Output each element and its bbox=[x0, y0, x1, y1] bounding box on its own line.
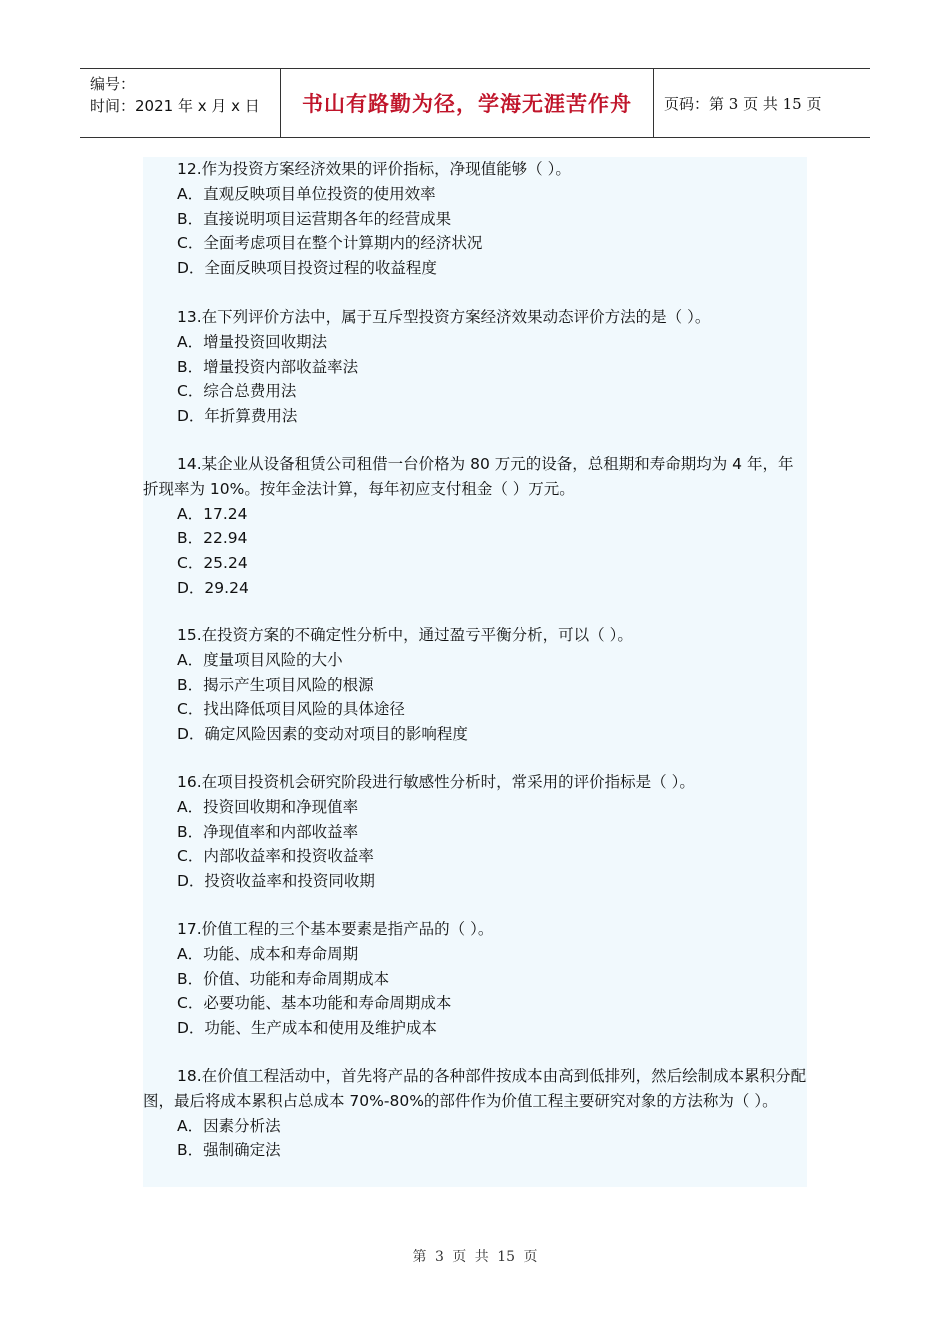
header-info-cell bbox=[80, 69, 281, 137]
answer-option-c: C．综合总费用法 bbox=[177, 382, 297, 401]
answer-option-a: A．功能、成本和寿命周期 bbox=[177, 944, 359, 963]
answer-option-b: B．揭示产生项目风险的根源 bbox=[177, 675, 374, 694]
question-15 bbox=[143, 623, 807, 747]
answer-option-d: D．29.24 bbox=[177, 578, 249, 597]
answer-option-a: A．度量项目风险的大小 bbox=[177, 650, 343, 669]
motto-text: 书山有路勤为径，学海无涯苦作舟 bbox=[302, 91, 632, 116]
question-13 bbox=[143, 305, 807, 429]
answer-option-a: A．增量投资回收期法 bbox=[177, 332, 328, 351]
answer-option-b: B．22.94 bbox=[177, 529, 248, 548]
answer-option-c: C．全面考虑项目在整个计算期内的经济状况 bbox=[177, 234, 483, 253]
document-date-label: 时间：2021 年 x 月 x 日 bbox=[90, 97, 260, 115]
answer-option-c: C．找出降低项目风险的具体途径 bbox=[177, 700, 405, 719]
answer-option-d: D．投资收益率和投资同收期 bbox=[177, 872, 375, 891]
answer-option-b: B．增量投资内部收益率法 bbox=[177, 357, 359, 376]
answer-option-a: A．因素分析法 bbox=[177, 1116, 281, 1135]
answer-option-b: B．价值、功能和寿命周期成本 bbox=[177, 969, 390, 988]
question-12 bbox=[143, 157, 807, 281]
answer-option-a: A．17.24 bbox=[177, 504, 248, 523]
answer-option-d: D．年折算费用法 bbox=[177, 407, 298, 426]
question-stem: 16.在项目投资机会研究阶段进行敏感性分析时，常采用的评价指标是（ ）。 bbox=[177, 773, 695, 791]
question-14 bbox=[143, 452, 807, 601]
question-stem: 17.价值工程的三个基本要素是指产品的（ ）。 bbox=[177, 920, 494, 938]
question-stem: 12.作为投资方案经济效果的评价指标，净现值能够（ ）。 bbox=[177, 160, 571, 178]
header-page-cell bbox=[654, 69, 870, 137]
document-number-label: 编号： bbox=[90, 75, 136, 93]
page-header bbox=[80, 68, 870, 138]
answer-option-d: D．确定风险因素的变动对项目的影响程度 bbox=[177, 725, 468, 744]
answer-option-b: B．强制确定法 bbox=[177, 1141, 281, 1160]
question-stem: 13.在下列评价方法中，属于互斥型投资方案经济效果动态评价方法的是（ ）。 bbox=[177, 308, 711, 326]
answer-option-a: A．直观反映项目单位投资的使用效率 bbox=[177, 184, 436, 203]
answer-option-c: C．必要功能、基本功能和寿命周期成本 bbox=[177, 994, 452, 1013]
answer-option-c: C．25.24 bbox=[177, 554, 248, 573]
answer-option-b: B．净现值率和内部收益率 bbox=[177, 822, 359, 841]
answer-option-d: D．全面反映项目投资过程的收益程度 bbox=[177, 259, 437, 278]
question-content-area bbox=[143, 157, 807, 1187]
header-page-number: 页码：第 3 页 共 15 页 bbox=[664, 94, 822, 113]
question-stem: 18.在价值工程活动中，首先将产品的各种部件按成本由高到低排列，然后绘制成本累积分配图，最后将成本累积占总成本 70%-80%的部件作为价值工程主要研究对象的方法称为（ ）。 bbox=[143, 1067, 807, 1110]
answer-option-d: D．功能、生产成本和使用及维护成本 bbox=[177, 1019, 437, 1038]
question-16 bbox=[143, 770, 807, 894]
answer-option-c: C．内部收益率和投资收益率 bbox=[177, 847, 374, 866]
question-18 bbox=[143, 1064, 807, 1163]
header-motto-cell bbox=[281, 69, 654, 137]
page-footer bbox=[0, 1246, 950, 1266]
footer-page-number: 第 3 页 共 15 页 bbox=[412, 1249, 538, 1265]
answer-option-a: A．投资回收期和净现值率 bbox=[177, 797, 359, 816]
answer-option-b: B．直接说明项目运营期各年的经营成果 bbox=[177, 209, 452, 228]
question-stem: 15.在投资方案的不确定性分析中，通过盈亏平衡分析，可以（ ）。 bbox=[177, 626, 633, 644]
question-17 bbox=[143, 917, 807, 1041]
question-stem: 14.某企业从设备租赁公司租借一台价格为 80 万元的设备，总租期和寿命期均为 4 年，年折现率为 10%。按年金法计算，每年初应支付租金（ ）万元。 bbox=[143, 455, 794, 498]
